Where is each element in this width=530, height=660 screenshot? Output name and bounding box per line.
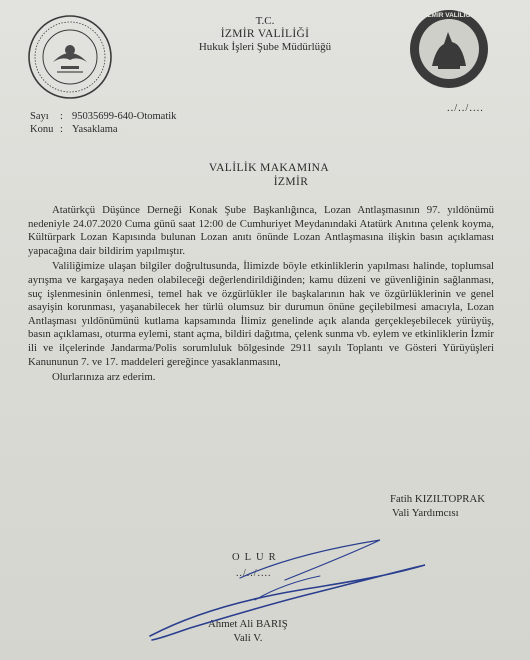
approval-label: OLUR bbox=[232, 552, 281, 563]
header-republic: T.C. bbox=[255, 15, 275, 27]
governor-title: Vali V. bbox=[233, 632, 263, 644]
reference-colon: : bbox=[60, 111, 63, 122]
closing-line: Olurlarınıza arz ederim. bbox=[52, 371, 156, 384]
document-date: ../../.... bbox=[447, 103, 484, 114]
subject-value: Yasaklama bbox=[72, 124, 118, 135]
reference-number-row bbox=[30, 111, 176, 122]
paragraph-notification: Atatürkçü Düşünce Derneği Konak Şube Başkanlığınca, Lozan Antlaşmasının 97. yıldönümü nedeniyle 24.07.2020 Cuma günü saat 12:00 de Cumhuriyet Meydanındaki Atatürk Anıtına çelenk koyma, Kültürpark Lozan Kapısında bulunan Lozan anıtı önünde Lozan Antlaşmasına ilişkin basın açıklaması yapacağına dair bildirim yapılmıştır. bbox=[28, 204, 494, 257]
governor-signature-block bbox=[208, 617, 288, 645]
paragraph-prohibition: Valiliğimize ulaşan bilgiler doğrultusunda, İlimizde böyle etkinliklerin yapılması halinde, toplumsal ayrışma ve kargaşaya neden olabileceği değerlendirildiğinden; kamu düzeni ve güvenliğinin sağlanması, suç işlenmesinin önlenmesi, temel hak ve özgürlükler ile başkalarının hak ve özgürlüklerinin ve genel asayişin korunması, yaşanabilecek her türlü olumsuz bir durumun önüne geçilebilmesi amacıyla, Lozan Antlaşması yıldönümünü kutlama kapsamında İlimiz genelinde açık alanda gerçekleşebilecek yürüyüş, basın açıklaması, oturma eylemi, stant açma, bildiri dağıtma, çelenk sunma vb. eylem ve etkinliklerin İzmir ili ve ilçelerinde Jandarma/Polis sorumluluk bölgesinde 2911 sayılı Toplantı ve Gösteri Yürüyüşleri Kanununun 7. ve 17. maddeleri gereğince yasaklanmasını, bbox=[28, 260, 494, 368]
deputy-signature-block bbox=[390, 492, 485, 520]
letter-body bbox=[28, 204, 494, 387]
subject-label: Konu bbox=[30, 124, 54, 135]
reference-label: Sayı bbox=[30, 111, 49, 122]
governor-name: Ahmet Ali BARIŞ bbox=[208, 618, 288, 630]
deputy-title: Vali Yardımcısı bbox=[392, 507, 459, 519]
subject-colon: : bbox=[60, 124, 63, 135]
header-governorship: İZMİR VALİLİĞİ bbox=[220, 28, 310, 40]
reference-value: 95035699-640-Otomatik bbox=[72, 111, 177, 122]
deputy-name: Fatih KIZILTOPRAK bbox=[390, 493, 486, 505]
subject-row bbox=[30, 124, 118, 135]
header-department: Hukuk İşleri Şube Müdürlüğü bbox=[198, 41, 332, 53]
governorship-seal-text: İZMİR VALİLİĞİ bbox=[425, 12, 473, 19]
addressee-city: İZMİR bbox=[273, 176, 309, 188]
approval-date: ../../.... bbox=[236, 568, 272, 579]
addressee-office: VALİLİK MAKAMINA bbox=[208, 162, 330, 174]
